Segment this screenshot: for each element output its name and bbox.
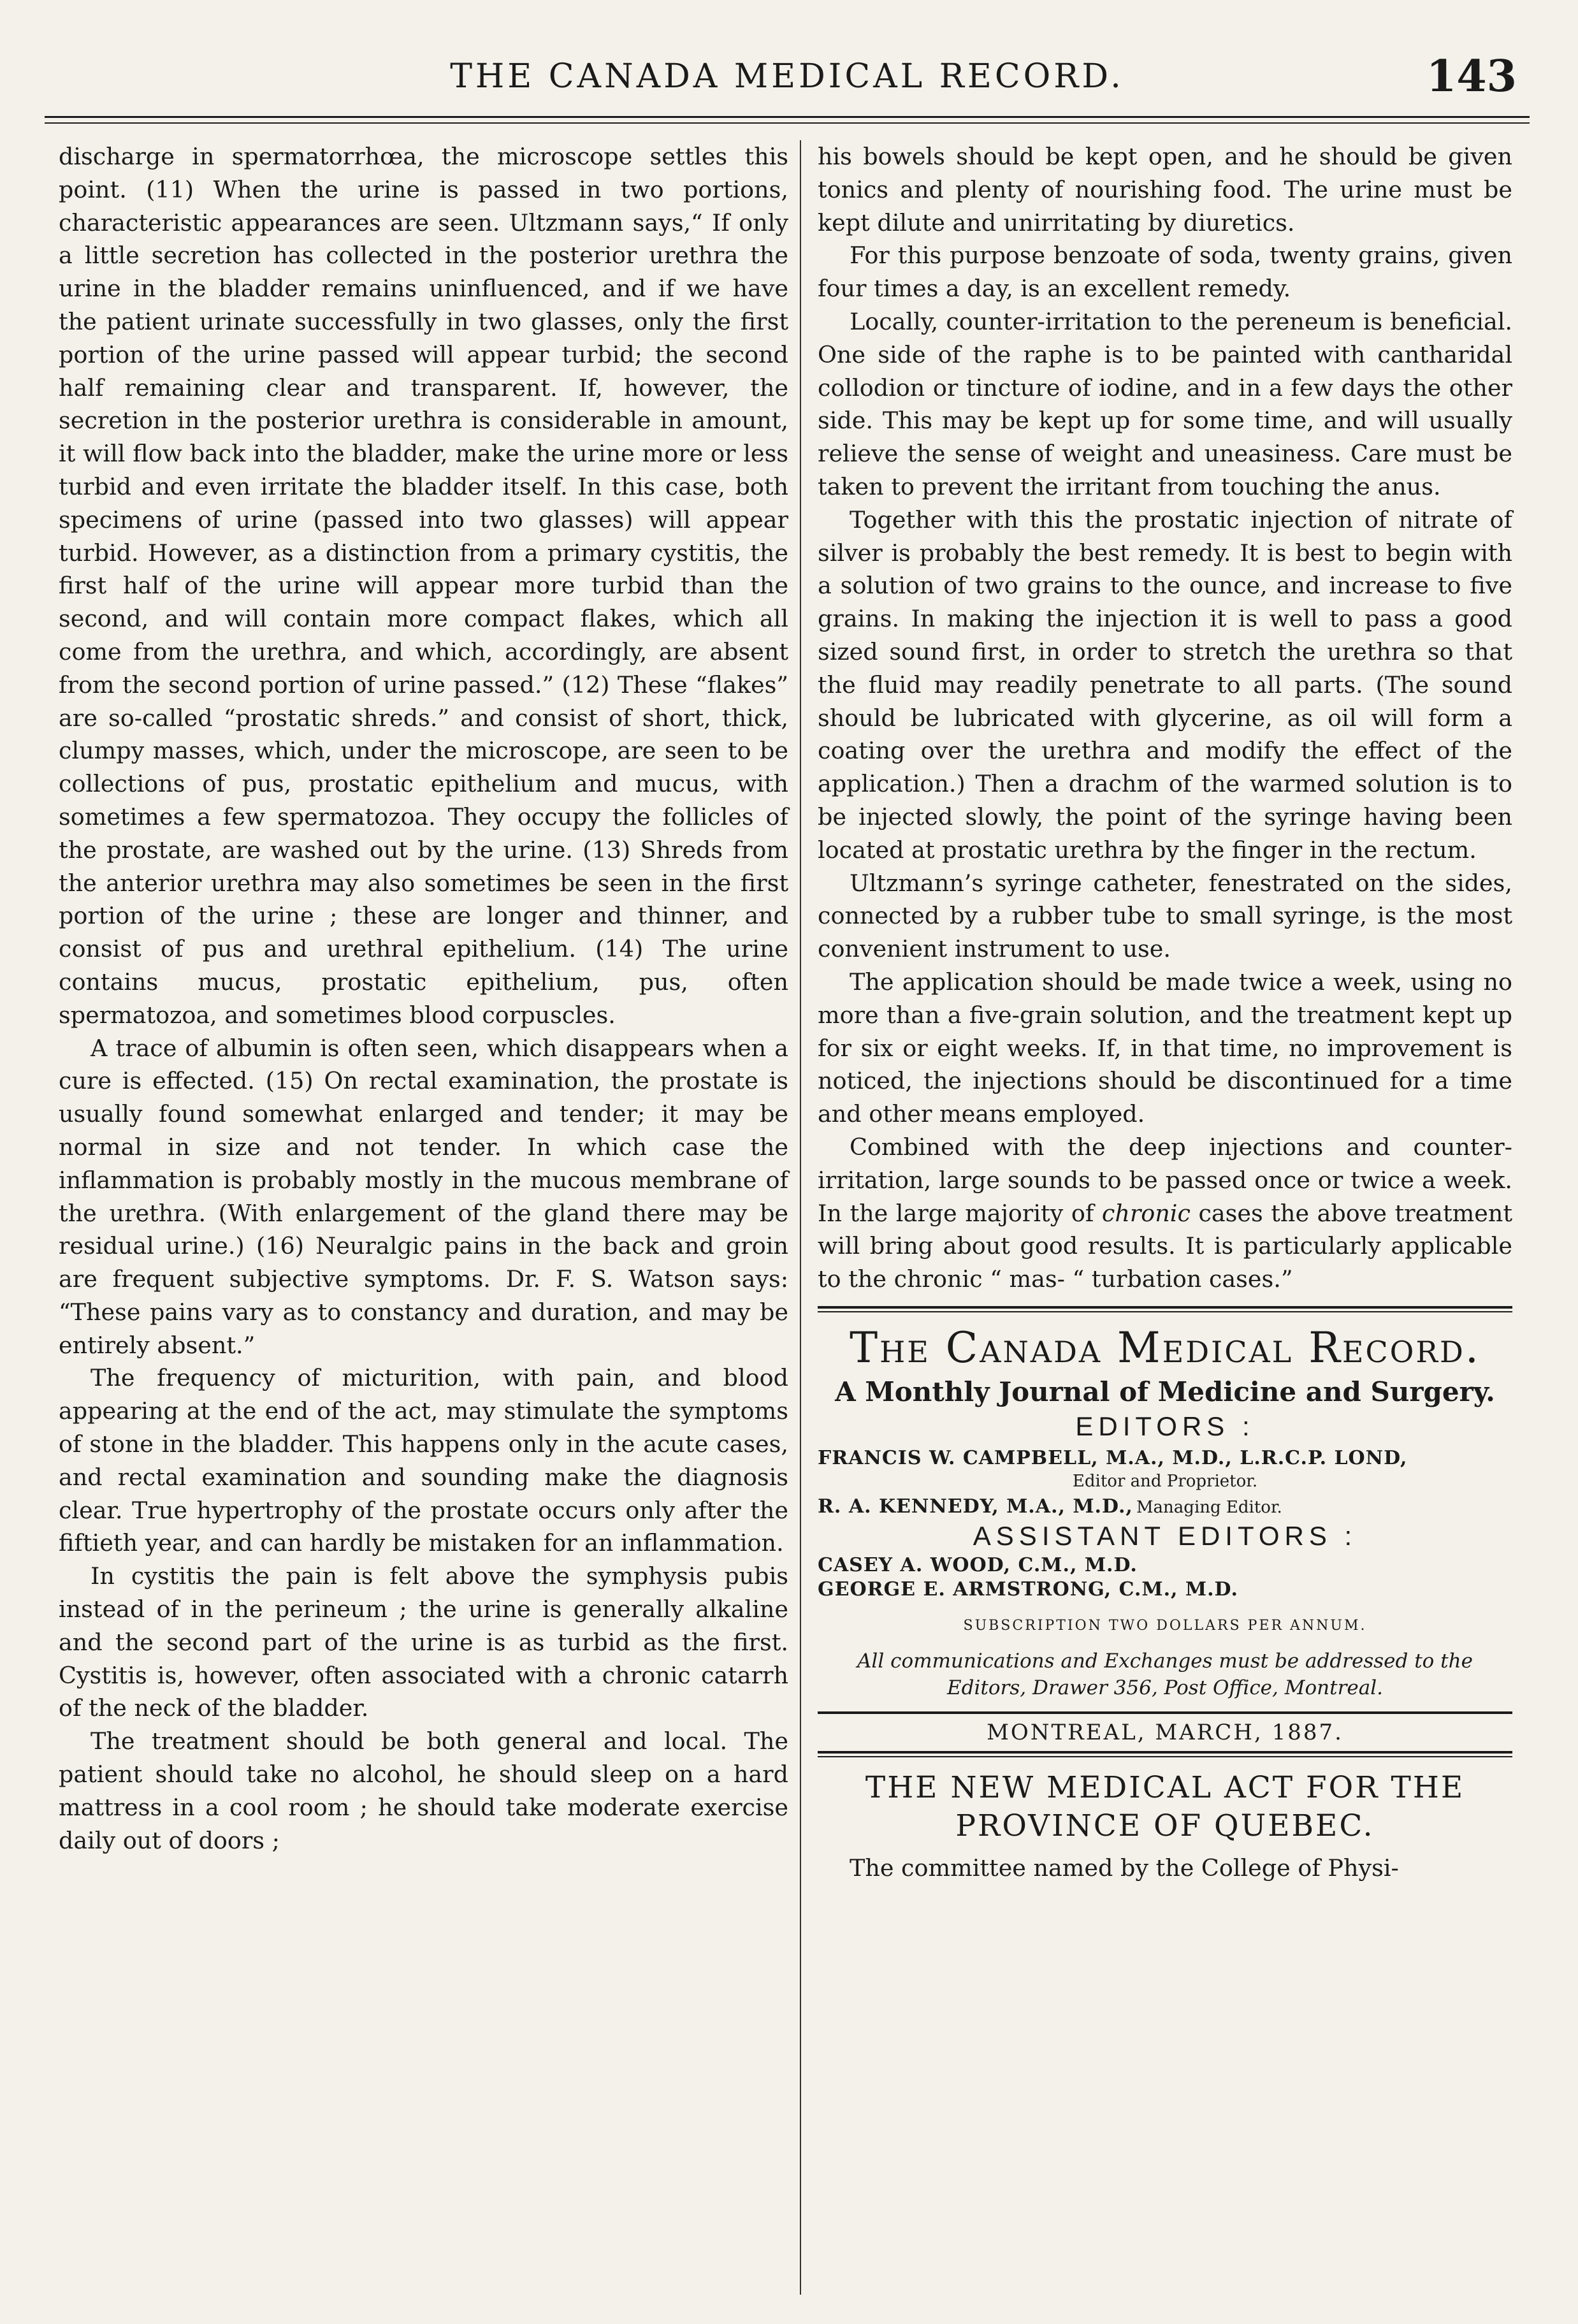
subscription-notice: SUBSCRIPTION TWO DOLLARS PER ANNUM. bbox=[963, 1617, 1367, 1634]
masthead bbox=[818, 1324, 1512, 1701]
communications-notice: All communications and Exchanges must be addressed to the Editors, Drawer 356, Post Office, Montreal. bbox=[857, 1649, 1473, 1699]
body-paragraph: his bowels should be kept open, and he should be given tonics and plenty of nourishing food. The urine must be kept dilute and unirritating by diuretics. bbox=[818, 143, 1512, 236]
body-paragraph: Locally, counter-irritation to the pereneum is beneficial. One side of the raphe is to be painted with cantharidal collodion or tincture of iodine, and in a few days the other side. This may be kept up for some time, and will usually relieve the sense of weight and uneasiness. Care must be taken to prevent the irritant from touching the anus. bbox=[818, 307, 1512, 500]
article-title-line: THE NEW MEDICAL ACT FOR THE bbox=[865, 1769, 1465, 1805]
header-rule bbox=[45, 116, 1530, 118]
editor-role: Editor and Proprietor. bbox=[1072, 1471, 1258, 1491]
body-paragraph: Ultzmann’s syringe catheter, fenestrated on the sides, connected by a rubber tube to small syringe, is the most convenient instrument to use. bbox=[818, 869, 1512, 963]
text-run: Combined with the deep injections and counter-irritation, large sounds to be passed once or twice a week. In the large majority of bbox=[818, 1133, 1512, 1227]
body-paragraph: Together with this the prostatic injection of nitrate of silver is probably the best remedy. It is best to begin with a solution of two grains to the ounce, and increase to five grains. In making the injection it is well to pass a good sized sound first, in order to stretch the urethra so that the fluid may readily penetrate to all parts. (The sound should be lubricated with glycerine, as oil will form a coating over the urethra and modify the effect of the application.) Then a drachm of the warmed solution is to be injected slowly, the point of the syringe having been located at prostatic urethra by the finger in the rectum. bbox=[818, 505, 1512, 864]
section-rule bbox=[818, 1711, 1512, 1714]
article-first-line: The committee named by the College of Physi- bbox=[850, 1854, 1399, 1882]
column-divider bbox=[800, 140, 801, 2295]
article-title-line: PROVINCE OF QUEBEC. bbox=[955, 1808, 1375, 1843]
body-paragraph: The application should be made twice a week, using no more than a five-grain solution, and the treatment kept up for six or eight weeks. If, in that time, no improvement is noticed, the injections should be discontinued for a time and other means employed. bbox=[818, 968, 1512, 1128]
journal-page bbox=[45, 32, 1530, 2301]
right-column bbox=[818, 140, 1512, 1885]
body-paragraph: A trace of albumin is often seen, which disappears when a cure is effected. (15) On rectal examination, the prostate is usually found somewhat enlarged and tender; it may be normal in size and not tender. In which case the inflammation is probably mostly in the mucous membrane of the urethra. (With enlargement of the gland there may be residual urine.) (16) Neuralgic pains in the back and groin are frequent subjective symptoms. Dr. F. S. Watson says: “These pains vary as to constancy and duration, and may be entirely absent.” bbox=[59, 1034, 788, 1359]
running-title: THE CANADA MEDICAL RECORD. bbox=[450, 57, 1124, 96]
editor-name: FRANCIS W. CAMPBELL, M.A., M.D., L.R.C.P. LOND, bbox=[818, 1446, 1408, 1469]
running-head bbox=[45, 45, 1530, 108]
body-paragraph bbox=[818, 1131, 1512, 1296]
masthead-title: The Canada Medical Record. bbox=[850, 1323, 1480, 1372]
section-rule-thin bbox=[818, 1756, 1512, 1757]
body-paragraph: The frequency of micturition, with pain, and blood appearing at the end of the act, may stimulate the symptoms of stone in the bladder. This happens only in the acute cases, and rectal examination and sounding make the diagnosis clear. True hypertrophy of the prostate occurs only after the fiftieth year, and can hardly be mistaken for an inflammation. bbox=[59, 1364, 788, 1557]
dateline: MONTREAL, MARCH, 1887. bbox=[987, 1719, 1343, 1745]
section-rule-thin bbox=[818, 1311, 1512, 1312]
editor-role: Managing Editor. bbox=[1136, 1497, 1282, 1517]
section-rule bbox=[818, 1751, 1512, 1754]
assistant-editors-heading: ASSISTANT EDITORS : bbox=[973, 1520, 1357, 1551]
editors-heading: EDITORS : bbox=[1075, 1411, 1255, 1441]
left-column bbox=[59, 140, 788, 1857]
editor-name: R. A. KENNEDY, M.A., M.D., bbox=[818, 1495, 1133, 1518]
body-paragraph: In cystitis the pain is felt above the symphysis pubis instead of in the perineum ; the urine is generally alkaline and the second part of the urine is as turbid as the first. Cystitis is, however, often associated with a chronic catarrh of the neck of the bladder. bbox=[59, 1562, 788, 1722]
italic-text: chronic bbox=[1101, 1199, 1191, 1227]
assistant-editor-name: CASEY A. WOOD, C.M., M.D. bbox=[818, 1553, 1138, 1576]
body-paragraph: The treatment should be both general and local. The patient should take no alcohol, he should sleep on a hard mattress in a cool room ; he should take moderate exercise daily out of doors ; bbox=[59, 1727, 788, 1854]
body-paragraph: For this purpose benzoate of soda, twenty grains, given four times a day, is an excellent remedy. bbox=[818, 242, 1512, 303]
editor-entry bbox=[818, 1446, 1512, 1492]
page-number: 143 bbox=[1426, 51, 1517, 102]
assistant-editor-name: GEORGE E. ARMSTRONG, C.M., M.D. bbox=[818, 1578, 1238, 1601]
body-paragraph: discharge in spermatorrhœa, the microscope settles this point. (11) When the urine is passed in two portions, characteristic appearances are seen. Ultzmann says,“ If only a little secretion has collected in the posterior urethra the urine in the bladder remains uninfluenced, and if we have the patient urinate successfully in two glasses, only the first portion of the urine passed will appear turbid; the second half remaining clear and transparent. If, however, the secretion in the posterior urethra is considerable in amount, it will flow back into the bladder, make the urine more or less turbid and even irritate the bladder itself. In this case, both specimens of urine (passed into two glasses) will appear turbid. However, as a distinction from a primary cystitis, the first half of the urine will appear more turbid than the second, and will contain more compact flakes, which all come from the urethra, and which, accordingly, are absent from the second portion of urine passed.” (12) These “flakes” are so-called “prostatic shreds.” and consist of short, thick, clumpy masses, which, under the microscope, are seen to be collections of pus, prostatic epithelium and mucus, with sometimes a few spermatozoa. They occupy the follicles of the prostate, are washed out by the urine. (13) Shreds from the anterior urethra may also sometimes be seen in the first portion of the urine ; these are longer and thinner, and consist of pus and urethral epithelium. (14) The urine contains mucus, prostatic epithelium, pus, often spermatozoa, and sometimes blood corpuscles. bbox=[59, 143, 788, 1029]
masthead-subtitle: A Monthly Journal of Medicine and Surgery. bbox=[835, 1376, 1495, 1407]
header-rule-thin bbox=[45, 122, 1530, 124]
section-rule bbox=[818, 1306, 1512, 1309]
text-run: cases the above treatment will bring about good results. It is particularly applicable to the chronic “ mas- “ turbation cases.” bbox=[818, 1199, 1513, 1293]
editor-entry bbox=[818, 1495, 1512, 1519]
